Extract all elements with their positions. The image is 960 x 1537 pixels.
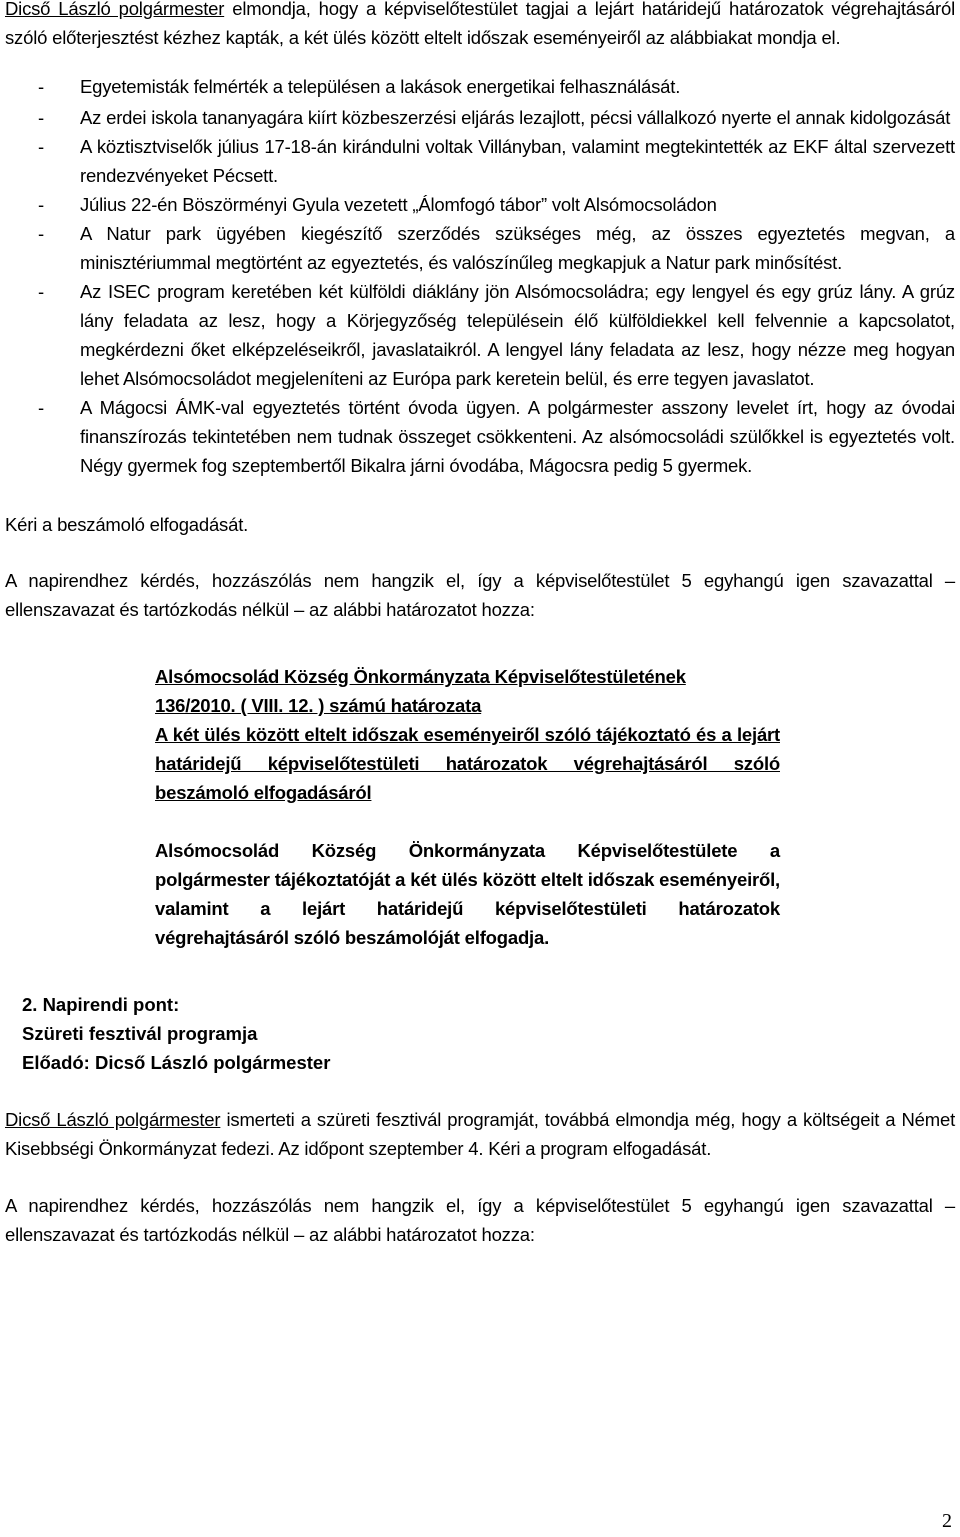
bullet-dash: - [38, 281, 44, 302]
agenda-topic: Szüreti fesztivál programja [22, 1023, 258, 1044]
events-list [5, 72, 955, 480]
request-paragraph: Kéri a beszámoló elfogadását. [5, 514, 249, 535]
vote-paragraph-1: A napirendhez kérdés, hozzászólás nem hangzik el, így a képviselőtestület 5 egyhangú igen szavazattal – ellenszavazat és tartózkodás nélkül – az alábbi határozatot hozza: [5, 570, 955, 620]
second-text: ismerteti a szüreti fesztivál programját, továbbá elmondja még, hogy a költségeit a Német Kisebbségi Önkormányzat fedezi. Az időpont szeptember 4. Kéri a program elfogadását. [5, 1109, 956, 1159]
list-item: - Az ISEC program keretében két külföldi diáklány jön Alsómocsoládra; egy lengyel és egy grúz lány. A grúz lány feladata az lesz, hogy a Körjegyzőség településein élő külföldiekkel kell felvennie a kapcsolatot, megkérdezni őket elképzeléseikről, javaslataikról. A lengyel lány feladata az lesz, hogy nézze meg hogyan lehet Alsómocsoládot megjeleníteni az Európa park keretein belül, és erre tegyen javaslatot. [5, 277, 955, 393]
page-number: 2 [942, 1510, 952, 1532]
bullet-dash: - [38, 194, 44, 215]
bullet-dash: - [38, 107, 44, 128]
agenda-block [22, 990, 955, 1077]
resolution-block [155, 662, 780, 952]
list-item: - Az erdei iskola tananyagára kiírt közbeszerzési eljárás lezajlott, pécsi vállalkozó nyerte el annak kidolgozását [5, 103, 955, 132]
second-paragraph [5, 1105, 955, 1163]
list-item: - Egyetemisták felmérték a településen a lakások energetikai felhasználását. [5, 72, 955, 101]
bullet-dash: - [38, 223, 44, 244]
speaker-name: Dicső László polgármester [5, 0, 225, 19]
intro-paragraph [5, 0, 955, 52]
list-item: - A köztisztviselők július 17-18-án kirándulni voltak Villányban, valamint megtekintették az EKF által szervezett rendezvényeket Pécsett. [5, 132, 955, 190]
speaker-name: Dicső László polgármester [5, 1109, 221, 1130]
agenda-presenter: Előadó: Dicső László polgármester [22, 1052, 331, 1073]
list-item: - A Natur park ügyében kiegészítő szerződés szükséges még, az összes egyeztetés megvan, a minisztériummal megtörtént az egyeztetés, és valószínűleg megkapjuk a Natur park minősítést. [5, 219, 955, 277]
list-item: - A Mágocsi ÁMK-val egyeztetés történt óvoda ügyen. A polgármester asszony levelet írt, hogy az óvodai finanszírozás tekintetében nem tudnak összeget csökkenteni. Az alsómocsoládi szülőkkel is egyeztetés volt. Négy gyermek fog szeptembertől Bikalra járni óvodába, Mágocsra pedig 5 gyermek. [5, 393, 955, 480]
document-page [5, 0, 955, 1249]
resolution-body: Alsómocsolád Község Önkormányzata Képviselőtestülete a polgármester tájékoztatóját a két ülés között eltelt időszak eseményeiről, valamint a lejárt határidejű képviselőtestületi határozatok végrehajtásáról szóló beszámolóját elfogadja. [155, 840, 780, 948]
list-item: - Július 22-én Böszörményi Gyula vezetett „Álomfogó tábor” volt Alsómocsoládon [5, 190, 955, 219]
vote-paragraph-2: A napirendhez kérdés, hozzászólás nem hangzik el, így a képviselőtestület 5 egyhangú igen szavazattal – ellenszavazat és tartózkodás nélkül – az alábbi határozatot hozza: [5, 1195, 955, 1245]
bullet-dash: - [38, 397, 44, 418]
agenda-number: 2. Napirendi pont: [22, 994, 180, 1015]
bullet-dash: - [38, 76, 44, 97]
bullet-dash: - [38, 136, 44, 157]
intro-text: elmondja, hogy a képviselőtestület tagjai a lejárt határidejű határozatok végrehajtásáról szóló előterjesztést kézhez kapták, a két ülés között eltelt időszak eseményeiről az alábbiakat mondja el. [5, 0, 956, 48]
resolution-title: Alsómocsolád Község Önkormányzata Képviselőtestületének 136/2010. ( VIII. 12. ) számú határozata A két ülés között eltelt időszak eseményeiről szóló tájékoztató és a lejárt határidejű képviselőtestületi határozatok végrehajtásáról szóló beszámoló elfogadásáról [155, 666, 780, 803]
